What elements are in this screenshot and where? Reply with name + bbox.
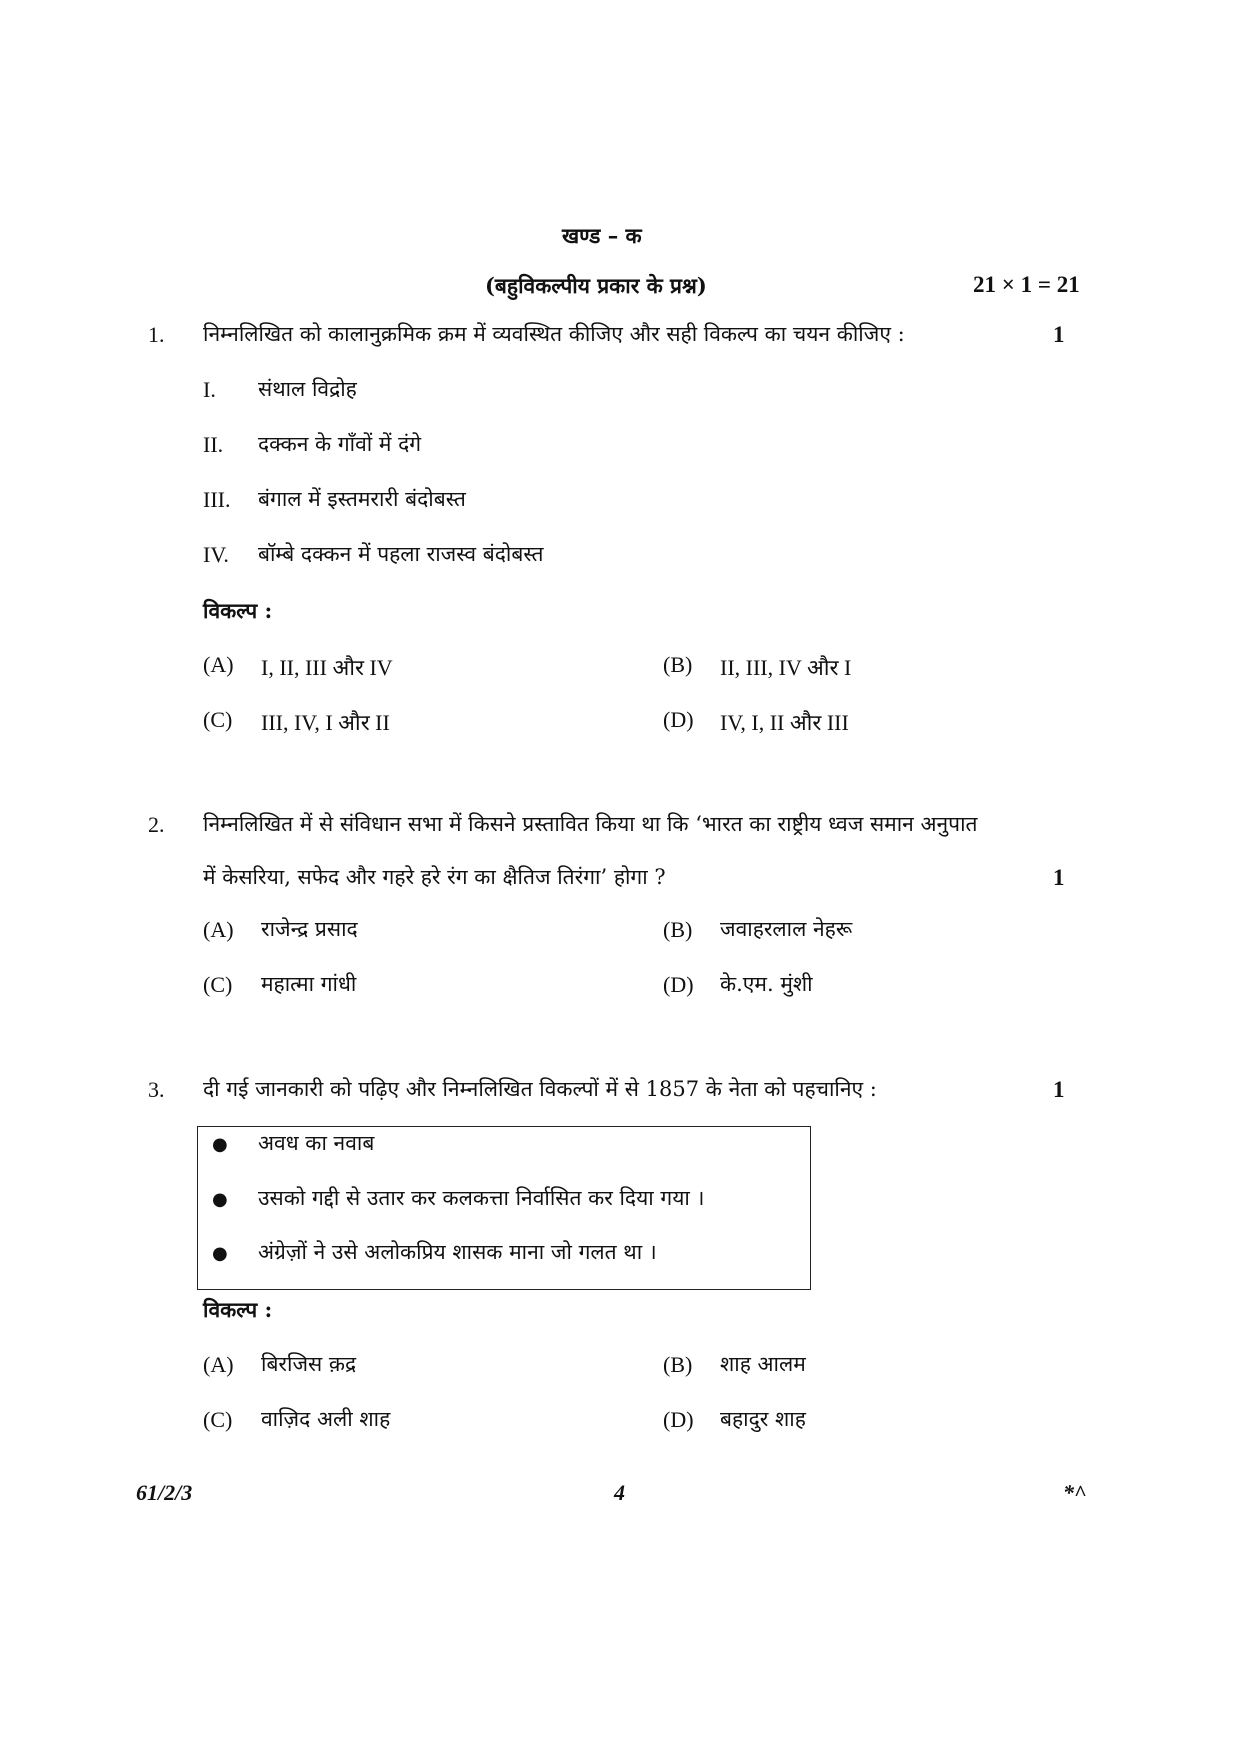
item-label: IV. — [203, 542, 229, 567]
question-number: 3. — [148, 1077, 165, 1102]
section-subtitle: (बहुविकल्पीय प्रकार के प्रश्न) — [485, 273, 707, 298]
options-heading: विकल्प : — [203, 1297, 273, 1322]
question-text: निम्नलिखित को कालानुक्रमिक क्रम में व्यवस्थित कीजिए और सही विकल्प का चयन कीजिए : — [203, 322, 905, 346]
option-text: महात्मा गांधी — [261, 972, 357, 996]
option-label: (A) — [203, 1352, 234, 1377]
option-label: (D) — [663, 707, 694, 732]
option-text: राजेन्द्र प्रसाद — [261, 917, 358, 941]
question-marks: 1 — [1053, 1077, 1065, 1102]
option-label: (D) — [663, 1407, 694, 1432]
option-text: के.एम. मुंशी — [720, 972, 813, 996]
item-text: संथाल विद्रोह — [258, 377, 357, 401]
question-number: 2. — [148, 812, 165, 837]
option-label: (B) — [663, 1352, 693, 1377]
option-label: (A) — [203, 917, 234, 942]
item-label: III. — [203, 487, 231, 512]
option-text: III, IV, I और II — [261, 710, 390, 735]
paper-code: 61/2/3 — [136, 1480, 193, 1505]
item-label: I. — [203, 377, 216, 402]
option-text: बिरजिस क़द्र — [261, 1352, 357, 1376]
item-label: II. — [203, 432, 224, 457]
option-text: जवाहरलाल नेहरू — [720, 917, 853, 941]
info-line: अवध का नवाब — [258, 1131, 375, 1155]
option-label: (B) — [663, 917, 693, 942]
option-text: शाह आलम — [720, 1352, 806, 1376]
option-label: (D) — [663, 972, 694, 997]
item-text: बंगाल में इस्तमरारी बंदोबस्त — [258, 487, 466, 511]
question-text: में केसरिया, सफेद और गहरे हरे रंग का क्षैतिज तिरंगा’ होगा ? — [203, 865, 666, 889]
option-text: बहादुर शाह — [720, 1407, 806, 1431]
page-number: 4 — [614, 1480, 625, 1505]
question-text: निम्नलिखित में से संविधान सभा में किसने प्रस्तावित किया था कि ‘भारत का राष्ट्रीय ध्वज समान अनुपात — [203, 812, 978, 836]
footer-mark: *^ — [1063, 1480, 1087, 1505]
option-text: I, II, III और IV — [261, 655, 393, 680]
option-label: (C) — [203, 972, 233, 997]
item-text: दक्कन के गाँवों में दंगे — [258, 432, 422, 456]
question-marks: 1 — [1053, 322, 1065, 347]
question-marks: 1 — [1053, 865, 1065, 890]
info-line: उसको गद्दी से उतार कर कलकत्ता निर्वासित कर दिया गया । — [258, 1186, 705, 1210]
option-text: II, III, IV और I — [720, 655, 852, 680]
options-heading: विकल्प : — [203, 598, 273, 623]
option-text: वाज़िद अली शाह — [261, 1407, 391, 1431]
option-label: (B) — [663, 652, 693, 677]
option-label: (A) — [203, 652, 234, 677]
question-text: दी गई जानकारी को पढ़िए और निम्नलिखित विकल्पों में से 1857 के नेता को पहचानिए : — [203, 1077, 877, 1101]
option-label: (C) — [203, 707, 233, 732]
marks-formula: 21 × 1 = 21 — [973, 272, 1080, 297]
bullet-icon: ● — [212, 1243, 228, 1264]
question-number: 1. — [148, 322, 165, 347]
item-text: बॉम्बे दक्कन में पहला राजस्व बंदोबस्त — [258, 542, 544, 566]
bullet-icon: ● — [212, 1134, 228, 1155]
option-text: IV, I, II और III — [720, 710, 849, 735]
info-line: अंग्रेज़ों ने उसे अलोकप्रिय शासक माना जो गलत था । — [258, 1240, 657, 1264]
option-label: (C) — [203, 1407, 233, 1432]
section-title: खण्ड – क — [562, 223, 642, 248]
bullet-icon: ● — [212, 1189, 228, 1210]
